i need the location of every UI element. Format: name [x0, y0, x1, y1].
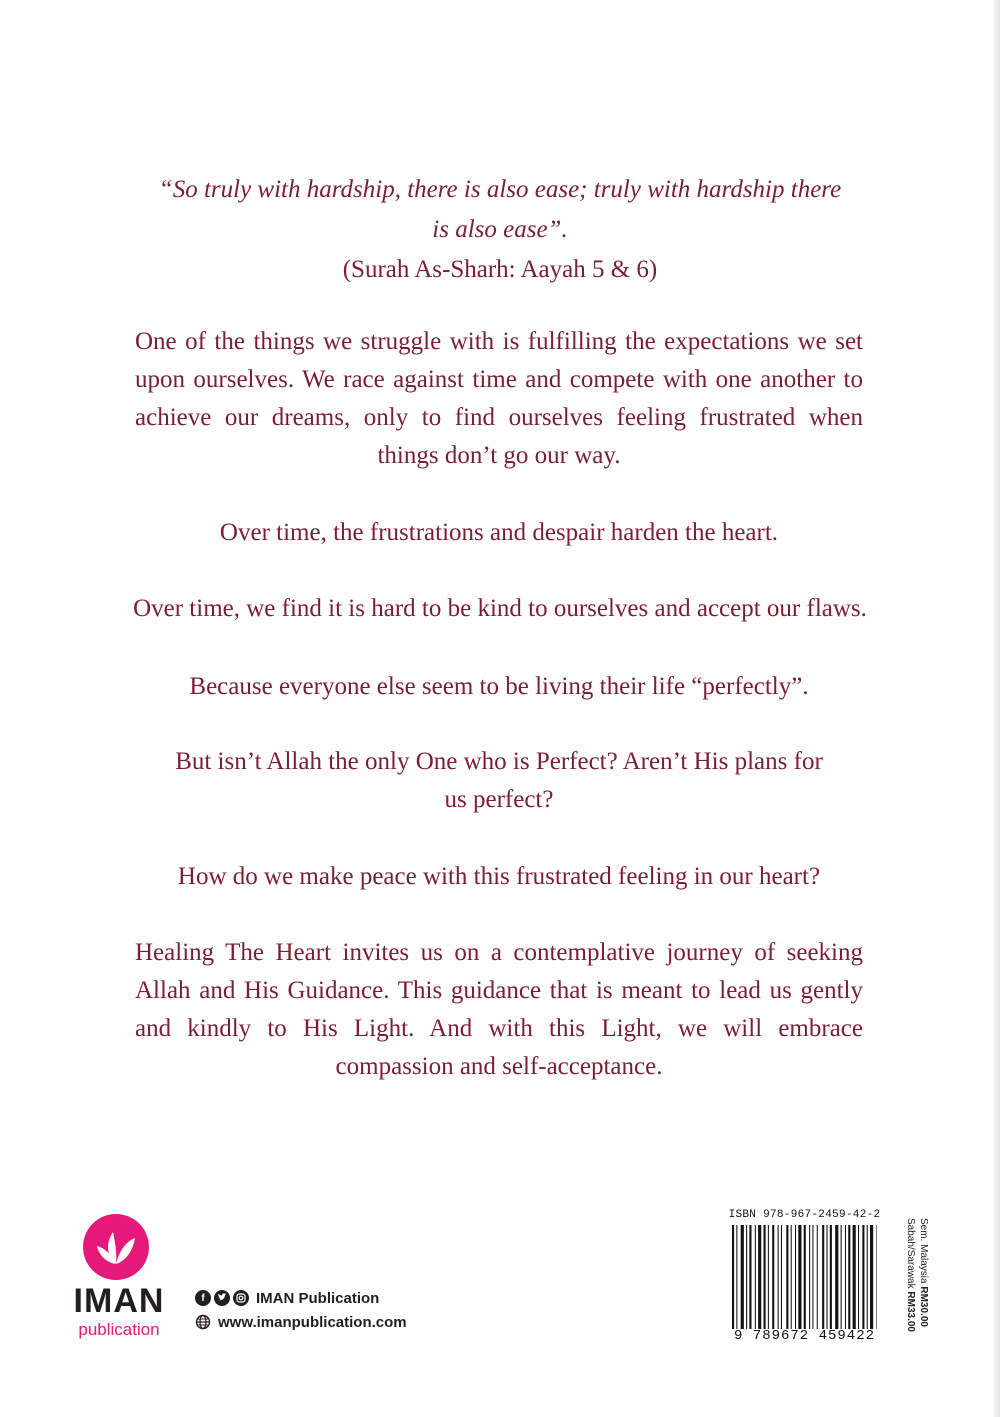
isbn-barcode: [728, 1208, 881, 1345]
blurb-paragraph-3: Over time, we find it is hard to be kind to ourselves and accept our flaws.: [133, 595, 867, 622]
price-info: [900, 1218, 930, 1348]
barcode-stripe: [876, 1225, 877, 1329]
barcode-stripe: [867, 1225, 868, 1329]
barcode-stripe: [845, 1225, 846, 1329]
barcode-stripe: [749, 1225, 751, 1329]
barcode-stripe: [768, 1225, 769, 1329]
blurb-paragraph-1: One of the things we struggle with is fulfilling the expectations we set upon ourselves. We race against time and compete with one another to achieve our dreams, only to find ourselves feeling frustrated when things don’t go our way.: [135, 328, 863, 469]
publisher-name: IMAN: [73, 1282, 165, 1320]
website-row: [195, 1311, 407, 1333]
twitter-icon: [214, 1290, 230, 1306]
barcode-stripe: [809, 1225, 810, 1329]
barcode-stripe: [853, 1225, 856, 1329]
blurb-paragraph-7: Healing The Heart invites us on a contemplative journey of seeking Allah and His Guidance. This guidance that is meant to lead us gently and kindly to His Light. And with this Light, we will embrace compassion and self-acceptance.: [135, 939, 863, 1080]
barcode-stripe: [778, 1225, 779, 1329]
barcode-stripe: [830, 1225, 832, 1329]
ean-digits: 9 789672 459422: [733, 1328, 876, 1344]
barcode-stripe: [817, 1225, 818, 1329]
barcode-stripe: [732, 1225, 734, 1329]
barcode-stripe: [848, 1225, 850, 1329]
social-row: [195, 1287, 379, 1309]
isbn-label: ISBN 978-967-2459-42-2: [728, 1209, 881, 1221]
barcode-stripe: [858, 1225, 859, 1329]
barcode-stripe: [755, 1225, 756, 1329]
epigraph-source: (Surah As-Sharh: Aayah 5 & 6): [342, 256, 658, 283]
barcode-stripe: [827, 1225, 828, 1329]
barcode-stripe: [781, 1225, 782, 1329]
price-line-sabah-sarawak: Sabah/Sarawak RM33.00: [905, 1218, 916, 1332]
barcode-stripe: [812, 1225, 813, 1329]
globe-icon: [195, 1314, 211, 1330]
barcode-stripe: [764, 1225, 766, 1329]
barcode-stripe: [798, 1225, 801, 1329]
publisher-logo: [66, 1212, 176, 1342]
lotus-icon: [83, 1214, 149, 1280]
facebook-icon: f: [195, 1290, 211, 1306]
epigraph: [120, 170, 880, 290]
barcode-stripe: [835, 1225, 838, 1329]
barcode-stripe: [746, 1225, 747, 1329]
barcode-stripe: [791, 1225, 792, 1329]
barcode-stripe: [841, 1225, 842, 1329]
barcode-stripe: [870, 1225, 873, 1329]
social-handle: IMAN Publication: [256, 1289, 380, 1307]
barcode-stripe: [804, 1225, 806, 1329]
barcode-stripe: [822, 1225, 824, 1329]
epigraph-quote: “So truly with hardship, there is also ease; truly with hardship there is also ease”.: [158, 176, 842, 243]
blurb-paragraph-2: Over time, the frustrations and despair harden the heart.: [219, 519, 779, 546]
blurb-paragraph-5: But isn’t Allah the only One who is Perfect? Aren’t His plans for us perfect?: [175, 748, 823, 813]
publisher-subtitle: publication: [78, 1320, 160, 1339]
price-line-peninsular: Sem. Malaysia RM30.00: [918, 1218, 929, 1327]
spine-edge: [994, 0, 1000, 1417]
barcode-stripe: [772, 1225, 774, 1329]
barcode-stripe: [741, 1225, 744, 1329]
barcode-stripe: [795, 1225, 796, 1329]
barcode-stripe: [862, 1225, 864, 1329]
instagram-icon: [233, 1290, 249, 1306]
website-url: www.imanpublication.com: [218, 1313, 407, 1331]
blurb-paragraph-6: How do we make peace with this frustrated feeling in our heart?: [177, 863, 821, 890]
barcode-stripe: [786, 1225, 788, 1329]
barcode-stripe: [758, 1225, 761, 1329]
barcode-stripe: [736, 1225, 737, 1329]
barcode-bars: [732, 1225, 877, 1329]
blurb-paragraph-4: Because everyone else seem to be living their life “perfectly”.: [189, 673, 809, 700]
